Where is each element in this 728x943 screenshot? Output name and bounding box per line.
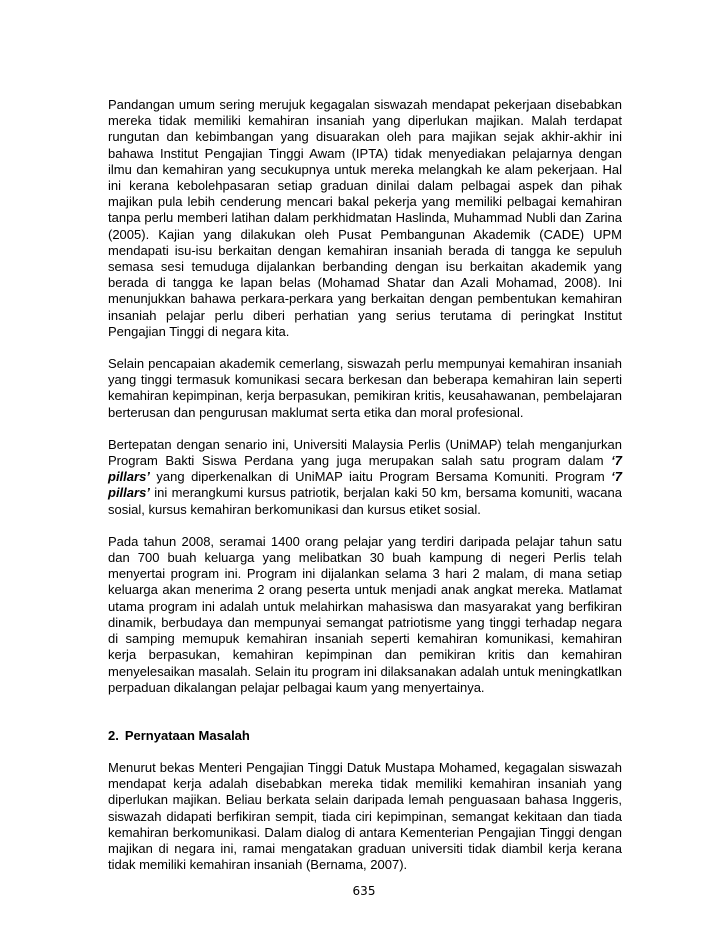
document-page (108, 97, 622, 889)
paragraph-unimap-program (108, 437, 622, 518)
section-title: Pernyataan Masalah (124, 727, 250, 743)
section-heading (108, 728, 622, 744)
paragraph-problem-statement: Menurut bekas Menteri Pengajian Tinggi Datuk Mustapa Mohamed, kegagalan siswazah mendapat kerja adalah disebabkan mereka tidak memiliki kemahiran insaniah yang diperlukan majikan. Beliau berkata selain daripada lemah penguasaan bahasa Inggeris, siswazah didapati berfikiran sempit, tiada ciri kepimpinan, semangat kekitaan dan tiada kemahiran berkomunikasi. Dalam dialog di antara Kementerian Pengajian Tinggi dengan majikan di negara ini, ramai mengatakan graduan universiti tidak diambil kerja kerana tidak memiliki kemahiran insaniah (Bernama, 2007). (108, 759, 622, 873)
paragraph-soft-skills: Selain pencapaian akademik cemerlang, siswazah perlu mempunyai kemahiran insaniah yang tinggi termasuk komunikasi secara berkesan dan beberapa kemahiran lain seperti kemahiran kepimpinan, kerja berpasukan, pemikiran kritis, keusahawanan, pembelajaran berterusan dan pengurusan maklumat serta etika dan moral profesional. (108, 356, 622, 420)
section-number: 2. (108, 727, 119, 743)
paragraph-program-2008: Pada tahun 2008, seramai 1400 orang pelajar yang terdiri daripada pelajar tahun satu dan 700 buah keluarga yang melibatkan 30 buah kampung di negeri Perlis telah menyertai program ini. Program ini dijalankan selama 3 hari 2 malam, di mana setiap keluarga akan menerima 2 orang peserta untuk menjadi anak angkat mereka. Matlamat utama program ini adalah untuk melahirkan mahasiswa dan masyarakat yang berfikiran dinamik, berbudaya dan mempunyai semangat patriotisme yang tinggi terhadap negara di samping memupuk kemahiran insaniah seperti kemahiran komunikasi, kemahiran kerja berpasukan, kemahiran kepimpinan dan pemikiran kritis dan kemahiran menyelesaikan masalah. Selain itu program ini dilaksanakan adalah untuk meningkatlkan perpaduan dikalangan pelajar pelbagai kaum yang menyertainya. (108, 533, 622, 695)
paragraph-text: Bertepatan dengan senario ini, Universiti Malaysia Perlis (UniMAP) telah menganjurkan Program Bakti Siswa Perdana yang juga merupakan salah satu program dalam (108, 436, 622, 469)
page-number: 635 (352, 884, 376, 898)
paragraph-text: ini merangkumi kursus patriotik, berjalan kaki 50 km, bersama komuniti, wacana sosial, kursus kemahiran berkomunikasi dan kursus etiket sosial. (108, 485, 622, 517)
emphasis-7-pillars: ‘7 pillars’ (108, 453, 622, 485)
paragraph-text: yang diperkenalkan di UniMAP iaitu Program Bersama Komuniti. Program (149, 469, 612, 485)
paragraph-intro: Pandangan umum sering merujuk kegagalan siswazah mendapat pekerjaan disebabkan mereka tidak memiliki kemahiran insaniah yang diperlukan majikan. Malah terdapat rungutan dan kebimbangan yang disuarakan oleh para majikan sejak akhir-akhir ini bahawa Institut Pengajian Tinggi Awam (IPTA) tidak menyediakan pelajarnya dengan ilmu dan kemahiran yang secukupnya untuk mereka melangkah ke alam pekerjaan. Hal ini kerana kebolehpasaran setiap graduan dinilai dalam pelbagai aspek dan pihak majikan pula lebih cenderung mencari bakal pekerja yang memiliki pelbagai kemahiran tanpa perlu memberi latihan dalam perkhidmatan Haslinda, Muhammad Nubli dan Zarina (2005). Kajian yang dilakukan oleh Pusat Pembangunan Akademik (CADE) UPM mendapati isu-isu berkaitan dengan kemahiran insaniah berada di tangga ke sepuluh semasa sesi temuduga dijalankan berbanding dengan isu berkaitan akademik yang berada di tangga ke lapan belas (Mohamad Shatar dan Azali Mohamad, 2008). Ini menunjukkan bahawa perkara-perkara yang berkaitan dengan pembentukan kemahiran insaniah pelajar perlu diberi perhatian yang serius terutama di peringkat Institut Pengajian Tinggi di negara kita. (108, 97, 622, 339)
emphasis-7-pillars: ‘7 pillars’ (108, 469, 622, 501)
